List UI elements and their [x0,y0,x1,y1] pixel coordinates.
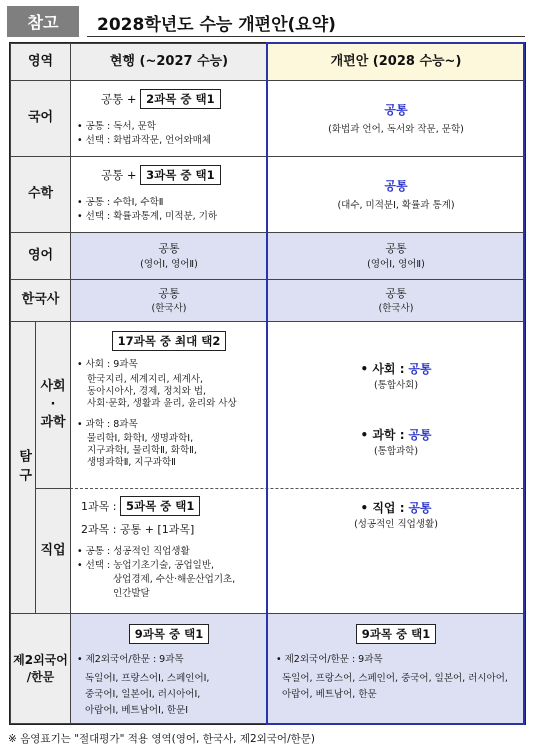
math-current-prefix: 공통 + [101,168,137,182]
history-new-sub: (한국사) [378,303,414,315]
math-new-main: 공통 [384,178,408,193]
korean-new-main: 공통 [384,102,408,117]
header-underline [87,36,525,37]
inquiry-science-line: 물리학Ⅰ, 화학Ⅰ, 생명과학Ⅰ, [87,433,194,444]
korean-new-sub: (화법과 언어, 독서와 작문, 문학) [328,123,464,135]
english-new-main: 공통 [385,242,407,256]
history-new-main: 공통 [385,287,407,301]
math-label: 수학 [27,186,54,202]
inquiry-new-job-label: • 직업 : [360,501,405,515]
inquiry-science-line: 생명과학Ⅱ, 지구과학Ⅱ [87,457,176,468]
history-current-sub: (한국사) [151,303,187,315]
inquiry-new-science-sub: (통합과학) [373,446,419,457]
foreign-current-line: 중국어Ⅰ, 일본어Ⅰ, 러시아어Ⅰ, [85,689,201,700]
math-current-choice-box: 3과목 중 택1 [140,165,220,185]
foreign-current-choice-box: 9과목 중 택1 [129,624,209,644]
korean-current-choice-box: 2과목 중 택1 [140,89,220,109]
inquiry-job-choice-box: 5과목 중 택1 [120,496,200,516]
inquiry-science-label: 과학 [40,415,66,431]
inquiry-social-line: 한국지리, 세계지리, 세계사, [87,374,204,385]
inquiry-job-label: 직업 [40,542,66,558]
math-current-elective: • 선택 : 확률과통계, 미적분, 기하 [77,211,218,222]
header-new: 개편안 (2028 수능~) [330,53,462,69]
footnote: ※ 음영표기는 "절대평가" 적용 영역(영어, 한국사, 제2외국어/한문) [8,733,316,745]
foreign-new-line: 독일어, 프랑스어, 스페인어, 중국어, 일본어, 러시아어, [282,673,508,684]
inquiry-social-line: 사회·문화, 생활과 윤리, 윤리와 사상 [87,398,237,409]
history-label: 한국사 [21,292,60,308]
doc-title: 2028학년도 수능 개편안(요약) [97,15,336,35]
inquiry-label: 탐구 [16,448,32,487]
inquiry-science-line: 지구과학Ⅰ, 물리학Ⅱ, 화학Ⅱ, [87,445,197,456]
foreign-current-line: 독일어Ⅰ, 프랑스어Ⅰ, 스페인어Ⅰ, [85,673,210,684]
foreign-current-line: 아랍어Ⅰ, 베트남어Ⅰ, 한문Ⅰ [85,705,189,716]
inquiry-new-job-sub: (성공적인 직업생활) [354,519,438,530]
inquiry-current-choice-box: 17과목 중 최대 택2 [112,331,227,351]
foreign-label: 제2외국어 [13,652,68,667]
inquiry-job-common: • 공통 : 성공적인 직업생활 [77,546,190,557]
inquiry-social-line: 동아시아사, 경제, 정치와 법, [87,386,207,397]
foreign-new-head: • 제2외국어/한문 : 9과목 [276,654,383,665]
inquiry-job-subject2-text: 공통 + [1과목] [119,523,195,536]
inquiry-job-elective-line: 인간발달 [113,588,150,599]
foreign-current-head: • 제2외국어/한문 : 9과목 [77,654,184,665]
foreign-new-line: 아랍어, 베트남어, 한문 [282,689,377,700]
inquiry-social-label: 사회 [40,378,66,394]
inquiry-new-social-label: • 사회 : [360,362,405,376]
korean-current-elective: • 선택 : 화법과작문, 언어와매체 [77,135,212,146]
inquiry-job-subject1-label: 1과목 : [81,500,117,513]
header-area: 영역 [27,53,54,69]
reference-tag: 참고 [7,6,79,37]
korean-current-prefix: 공통 + [101,92,137,106]
inquiry-social-head: • 사회 : 9과목 [77,359,138,370]
english-new-sub: (영어Ⅰ, 영어Ⅱ) [367,259,425,271]
inquiry-science-head: • 과학 : 8과목 [77,419,138,430]
korean-label: 국어 [27,110,54,126]
inquiry-new-science-value: 공통 [408,428,432,442]
table-outer-frame [9,42,526,725]
inquiry-job-elective: • 선택 : 농업기초기술, 공업일반, [77,560,215,571]
english-current-sub: (영어Ⅰ, 영어Ⅱ) [140,259,198,271]
math-current-common: • 공통 : 수학Ⅰ, 수학Ⅱ [77,197,164,208]
english-current-main: 공통 [158,242,180,256]
inquiry-new-science-label: • 과학 : [360,428,405,442]
inquiry-new-social-sub: (통합사회) [373,380,419,391]
history-current-main: 공통 [158,287,180,301]
inquiry-new-job-value: 공통 [408,501,432,515]
korean-current-common: • 공통 : 독서, 문학 [77,121,156,132]
inquiry-job-elective-line: 상업경제, 수산·해운산업기초, [113,574,236,585]
doc-header [7,6,525,37]
foreign-label-sub: /한문 [26,669,55,684]
inquiry-label-dot: · [50,396,56,412]
math-new-sub: (대수, 미적분Ⅰ, 확률과 통계) [337,199,455,211]
foreign-new-choice-box: 9과목 중 택1 [356,624,436,644]
inquiry-job-subject2-label: 2과목 : [81,523,117,536]
english-label: 영어 [27,247,54,263]
header-current: 현행 (~2027 수능) [109,53,229,69]
inquiry-new-social-value: 공통 [408,362,432,376]
